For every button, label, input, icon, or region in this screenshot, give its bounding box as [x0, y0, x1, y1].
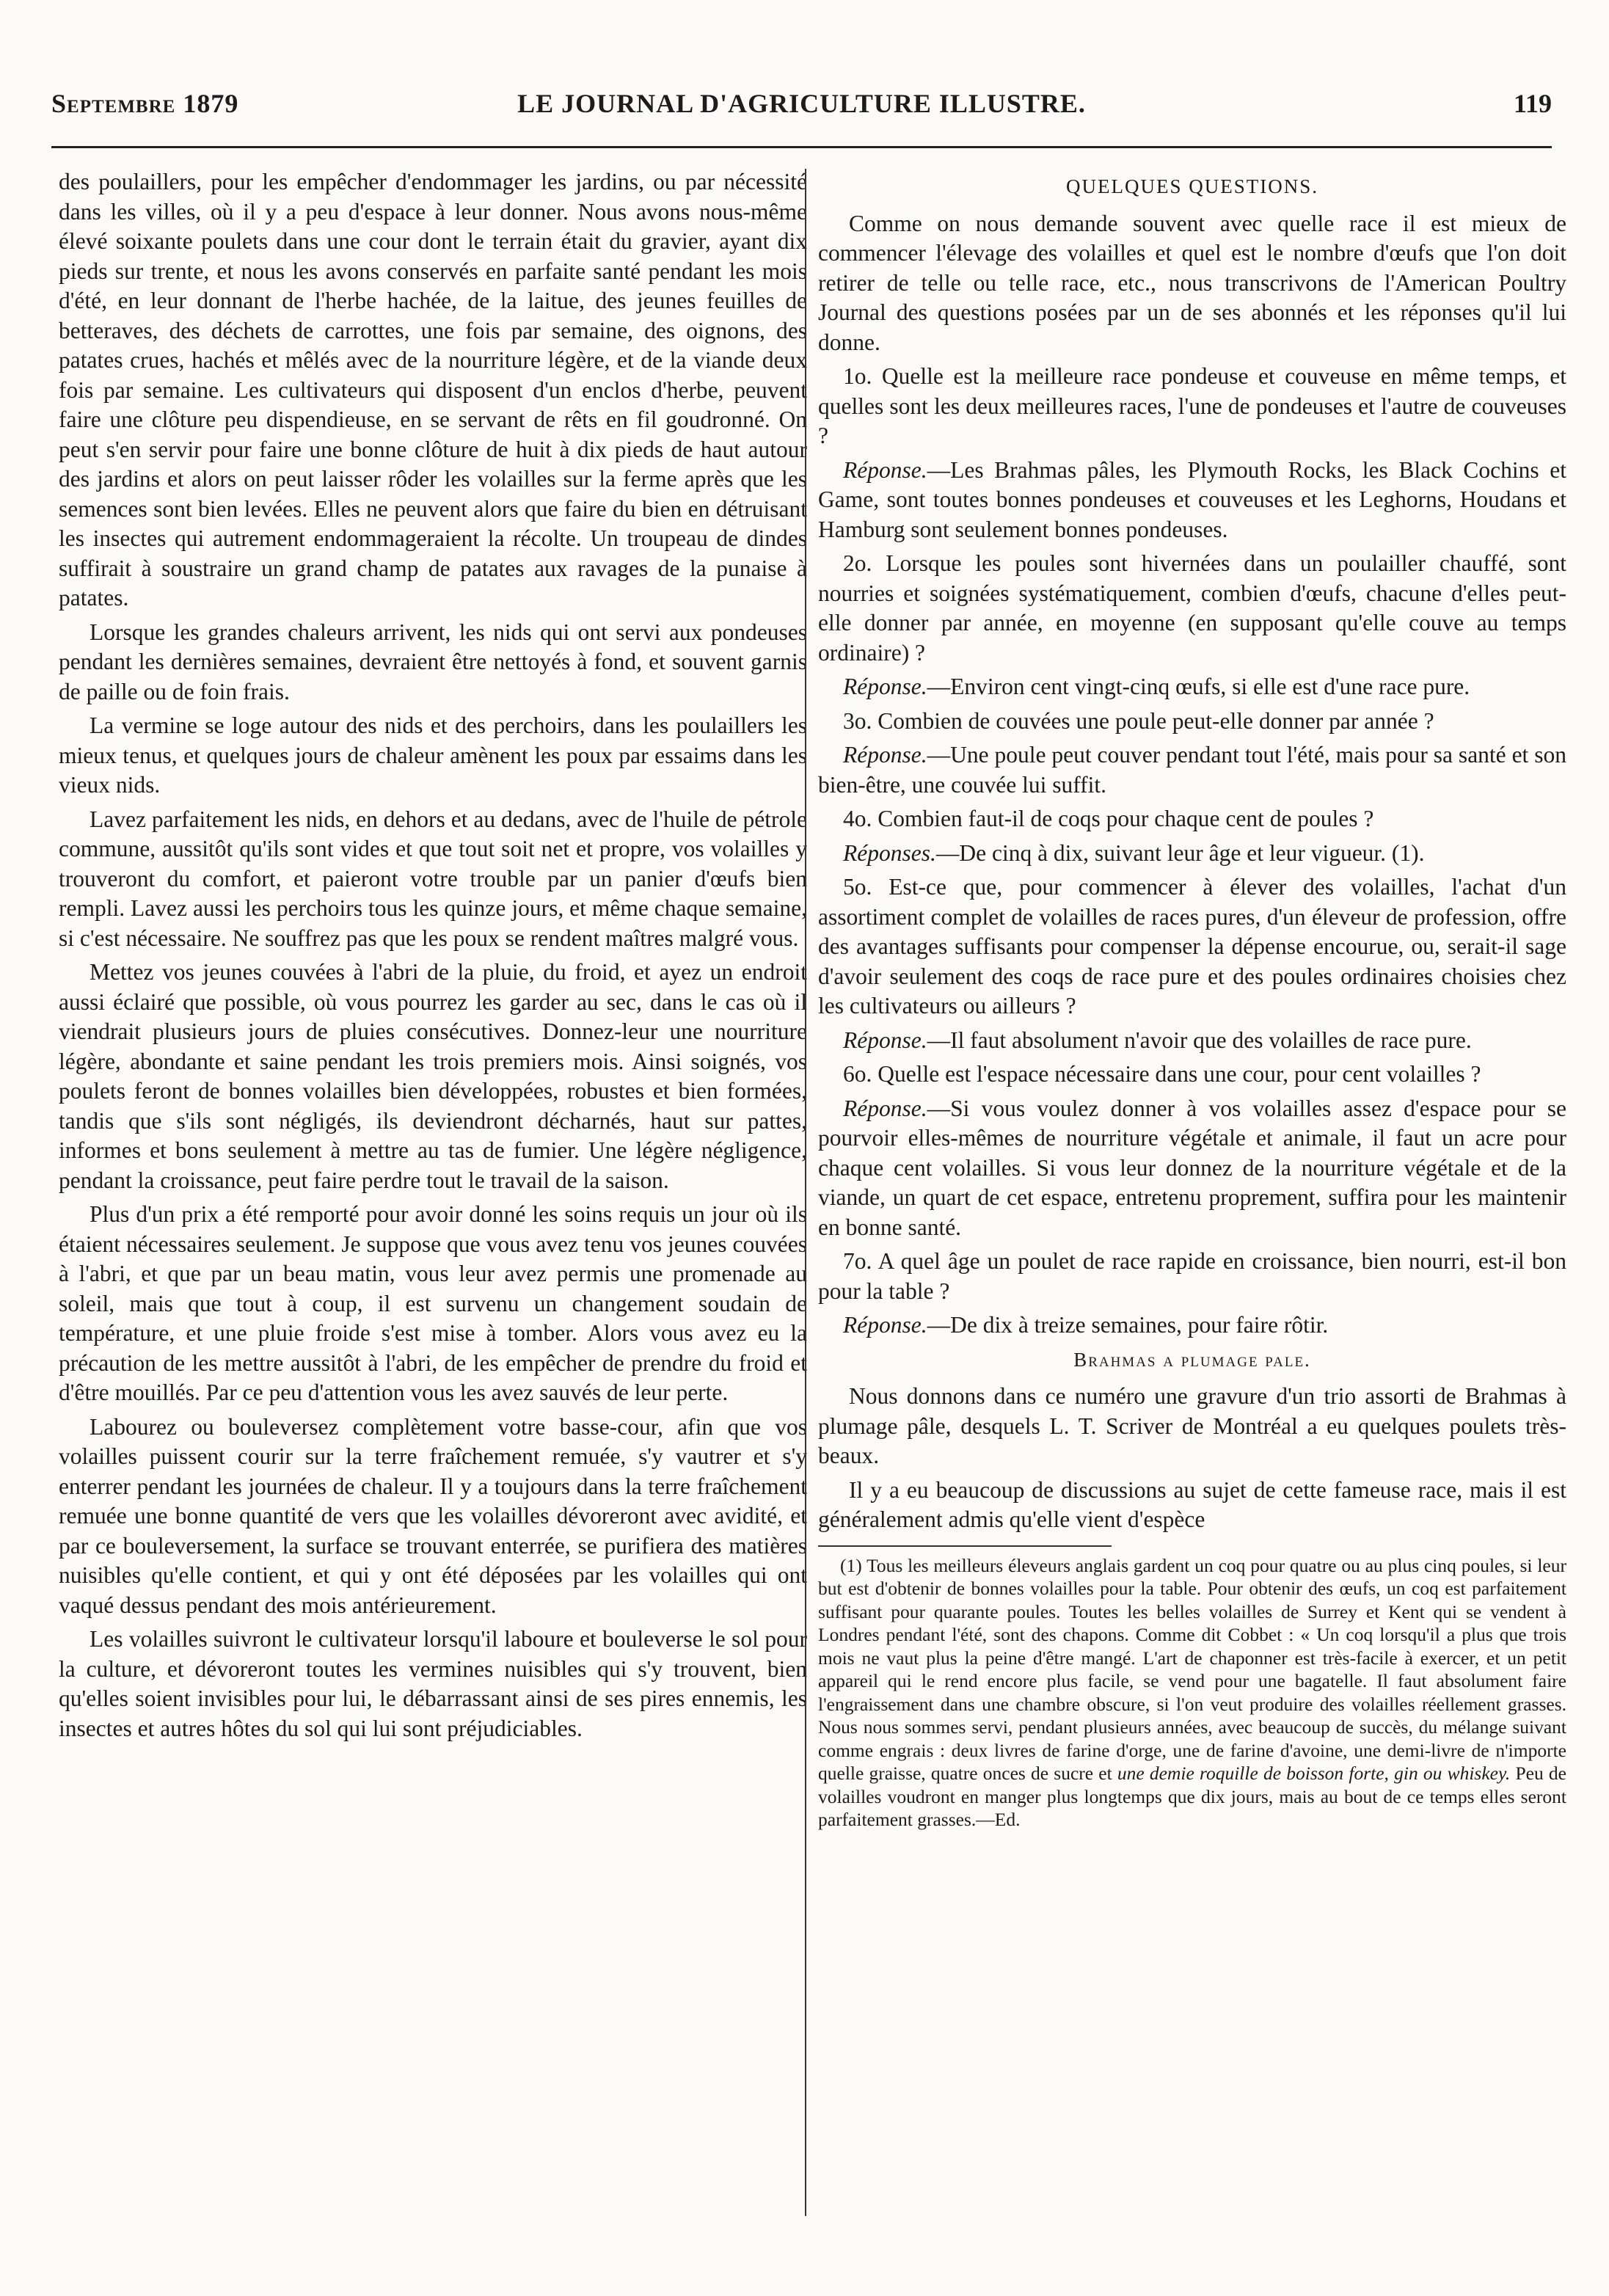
answer-label: Réponse. — [843, 674, 927, 699]
answer-7 — [818, 1311, 1566, 1341]
left-paragraph-5: Mettez vos jeunes couvées à l'abri de la pluie, du froid, et ayez un endroit aussi éclairé que possible, où vous pourrez les garder au sec, dans le cas où il viendrait plusieurs jours de pluies consécutives. Donnez-leur une nourriture légère, abondante et saine pendant les trois premiers mois. Ainsi soignés, vos poulets feront de bonnes volailles bien développées, robustes et bien formées, tandis que s'ils sont négligés, ils deviendront décharnés, haut sur pattes, informes et bons seulement à mettre au tas de fumier. Une légère négligence, pendant la croissance, peut faire perdre tout le travail de la saison. — [59, 959, 807, 1193]
left-paragraph-7: Labourez ou bouleversez complètement votre basse-cour, afin que vos volailles puissent courir sur la terre fraîchement remuée, s'y vautrer et s'y enterrer pendant les journées de chaleur. Il y a toujours dans la terre fraîchement remuée une bonne quantité de vers que les volailles dévoreront avec avidité, et par ce bouleversement, la surface se trouvant enterrée, se purifiera des matières nuisibles qu'elle contient, et qui y ont été déposées par les volailles qui ont vaqué dessus pendant des mois antérieurement. — [59, 1413, 807, 1618]
brahmas-paragraph-1: Nous donnons dans ce numéro une gravure d'un trio assorti de Brahmas à plumage pâle, desquels L. T. Scriver de Montréal a eu quelques poulets très-beaux. — [818, 1383, 1566, 1468]
answer-label: Réponse. — [843, 1095, 927, 1121]
questions-intro: Comme on nous demande souvent avec quelle race il est mieux de commencer l'élevage des volailles et quel est le nombre d'œufs que l'on doit retirer de telle ou telle race, etc., nous transcrivons de l'American Poultry Journal des questions posées par un de ses abonnés et les réponses qu'il lui donne. — [818, 210, 1566, 355]
answer-text: —Il faut absolument n'avoir que des volailles de race pure. — [927, 1027, 1472, 1053]
answer-text: —Environ cent vingt-cinq œufs, si elle est d'une race pure. — [927, 674, 1470, 699]
section-title-brahmas: Brahmas a plumage pale. — [1073, 1348, 1311, 1371]
left-paragraph-8: Les volailles suivront le cultivateur lorsqu'il laboure et bouleverse le sol pour la culture, et dévoreront toutes les vermines nuisibles qui s'y trouvent, bien qu'elles soient invisibles pour lui, le débarrassant ainsi de ses pires ennemis, les insectes et autres hôtes du sol qui lui sont préjudiciables. — [59, 1626, 807, 1741]
footnote — [818, 1554, 1566, 1832]
right-column — [818, 167, 1566, 1832]
answer-text: —Si vous voulez donner à vos volailles assez d'espace pour se pourvoir elles-mêmes de nourriture végétale et animale, il faut un acre pour chaque cent volailles. Si vous leur donnez de la nourriture végétale et de la viande, un quart de cet espace, entretenu proprement, suffira pour les maintenir en bonne santé. — [818, 1095, 1566, 1240]
footnote-rule — [818, 1545, 1112, 1547]
answer-label: Réponse. — [843, 1312, 927, 1338]
page-number: 119 — [1513, 89, 1552, 118]
question-6: 6o. Quelle est l'espace nécessaire dans une cour, pour cent volailles ? — [843, 1061, 1481, 1087]
answer-text: —De cinq à dix, suivant leur âge et leur vigueur. (1). — [935, 839, 1425, 866]
header-rule — [51, 146, 1552, 148]
left-paragraph-2: Lorsque les grandes chaleurs arrivent, les nids qui ont servi aux pondeuses pendant les dernières semaines, devraient être nettoyés à fond, et souvent garnis de paille ou de foin frais. — [59, 619, 807, 704]
answer-label: Réponse. — [843, 742, 927, 768]
answer-2 — [818, 672, 1566, 702]
question-5: 5o. Est-ce que, pour commencer à élever des volailles, l'achat d'un assortiment complet de volailles de races pures, d'un éleveur de profession, offre des avantages suffisants pour compenser la dépense encourue, ou, serait-il sage d'avoir seulement des coqs de race pure et des poules ordinaires choisies chez les cultivateurs ou ailleurs ? — [818, 874, 1566, 1018]
left-paragraph-1: des poulaillers, pour les empêcher d'endommager les jardins, ou par nécessité dans les villes, où il y a peu d'espace à leur donner. Nous avons nous-même élevé soixante poulets dans une cour dont le terrain était du gravier, ayant dix pieds sur trente, et nous les avons conservés en parfaite santé pendant les mois d'été, en leur donnant de l'herbe hachée, de la laitue, des jeunes feuilles de betteraves, des déchets de carrottes, une fois par semaine, des oignons, des patates crues, hachés et mêlés avec de la nourriture légère, et de la viande deux fois par semaine. Les cultivateurs qui disposent d'un enclos d'herbe, peuvent faire une clôture peu dispendieuse, en se servant de rêts en fil goudronné. On peut s'en servir pour faire une bonne clôture de huit à dix pieds de haut autour des jardins et alors on peut laisser rôder les volailles sur la ferme après que les semences sont bien levées. Elles ne peuvent alors que faire du bien en détruisant les insectes qui autrement endommageraient la récolte. Un troupeau de dindes suffirait à soustraire un grand champ de patates aux ravages de la punaise à patates. — [59, 169, 807, 611]
answer-label: Réponse. — [843, 1027, 927, 1053]
answer-5 — [818, 1026, 1566, 1056]
answer-3 — [818, 740, 1566, 800]
question-2: 2o. Lorsque les poules sont hivernées dans un poulailler chauffé, sont nourries et soignées systématiquement, combien d'œufs, chacune d'elles peut-elle donner par année, en moyenne (en supposant qu'elle couve au temps ordinaire) ? — [818, 550, 1566, 666]
question-4: 4o. Combien faut-il de coqs pour chaque cent de poules ? — [843, 806, 1374, 831]
left-paragraph-6: Plus d'un prix a été remporté pour avoir donné les soins requis un jour où ils étaient nécessaires seulement. Je suppose que vous avez tenu vos jeunes couvées à l'abri, et que par un beau matin, vous leur avez permis une promenade au soleil, mais que tout à coup, il est survenu un changement soudain de température, et une pluie froide s'est mise à tomber. Alors vous avez eu la précaution de les mettre aussitôt à l'abri, de les empêcher de prendre du froid et d'être mouillés. Par ce peu d'attention vous les avez sauvés de leur perte. — [59, 1201, 807, 1405]
page-header — [51, 88, 1552, 122]
footnote-text-italic: une demie roquille de boisson forte, gin ou whiskey. — [1117, 1763, 1511, 1784]
answer-4 — [818, 839, 1566, 869]
question-7: 7o. A quel âge un poulet de race rapide en croissance, bien nourri, est-il bon pour la table ? — [818, 1248, 1566, 1304]
section-title-questions: QUELQUES QUESTIONS. — [1066, 175, 1318, 197]
footnote-text-b: Peu de volailles voudront en manger plus longtemps que dix jours, mais au bout de ce temps elles seront parfaitement grasses.—Ed. — [818, 1763, 1566, 1830]
column-divider — [805, 169, 806, 2216]
footnote-text-a: (1) Tous les meilleurs éleveurs anglais gardent un coq pour quatre ou au plus cinq poules, si leur but est d'obtenir de bonnes volailles pour la table. Pour obtenir des œufs, un coq est parfaitement suffisant pour quarante poules. Toutes les belles volailles de Surrey et Kent qui se vendent à Londres pendant l'été, sont des chapons. Comme dit Cobbet : « Un coq lorsqu'il a plus que trois mois ne vaut plus la peine d'être mangé. L'art de chaponner est très-facile à exercer, et un petit appareil qui le rend encore plus facile, se vend pour une bagatelle. Il faut absolument faire l'engraissement dans une chambre obscure, si l'on veut produire des volailles réellement grasses. Nous nous sommes servi, pendant plusieurs années, avec beaucoup de succès, du mélange suivant comme engrais : deux livres de farine d'orge, une de farine d'avoine, une demi-livre de n'importe quelle graisse, quatre onces de sucre et — [818, 1554, 1566, 1784]
left-paragraph-4: Lavez parfaitement les nids, en dehors et au dedans, avec de l'huile de pétrole commune, aussitôt qu'ils sont vides et que tout soit net et propre, vos volailles y trouveront du comfort, et paieront votre trouble par un panier d'œufs bien rempli. Lavez aussi les perchoirs tous les quinze jours, et même chaque semaine, si c'est nécessaire. Ne souffrez pas que les poux se rendent maîtres malgré vous. — [59, 806, 807, 951]
answer-1 — [818, 456, 1566, 545]
answer-6 — [818, 1094, 1566, 1243]
brahmas-paragraph-2: Il y a eu beaucoup de discussions au sujet de cette fameuse race, mais il est généralement admis qu'elle vient d'espèce — [818, 1476, 1566, 1532]
answer-text: —Une poule peut couver pendant tout l'été, mais pour sa santé et son bien-être, une couvée lui suffit. — [818, 742, 1566, 798]
header-date: Septembre 1879 — [51, 89, 239, 118]
question-3: 3o. Combien de couvées une poule peut-elle donner par année ? — [843, 707, 1434, 734]
answer-text: —Les Brahmas pâles, les Plymouth Rocks, les Black Cochins et Game, sont toutes bonnes pondeuses et couveuses et les Leghorns, Houdans et Hamburg sont seulement bonnes pondeuses. — [818, 456, 1566, 542]
answer-label: Réponse. — [843, 456, 927, 483]
answer-label: Réponses. — [843, 839, 936, 866]
left-paragraph-3: La vermine se loge autour des nids et des perchoirs, dans les poulaillers les mieux tenus, et quelques jours de chaleur amènent les poux par essaims dans les vieux nids. — [59, 713, 807, 798]
answer-text: —De dix à treize semaines, pour faire rôtir. — [927, 1312, 1329, 1338]
question-1: 1o. Quelle est la meilleure race pondeuse et couveuse en même temps, et quelles sont les deux meilleures races, l'une de pondeuses et l'autre de couveuses ? — [818, 363, 1566, 448]
journal-title: LE JOURNAL D'AGRICULTURE ILLUSTRE. — [517, 89, 1086, 118]
left-column — [59, 167, 807, 1748]
